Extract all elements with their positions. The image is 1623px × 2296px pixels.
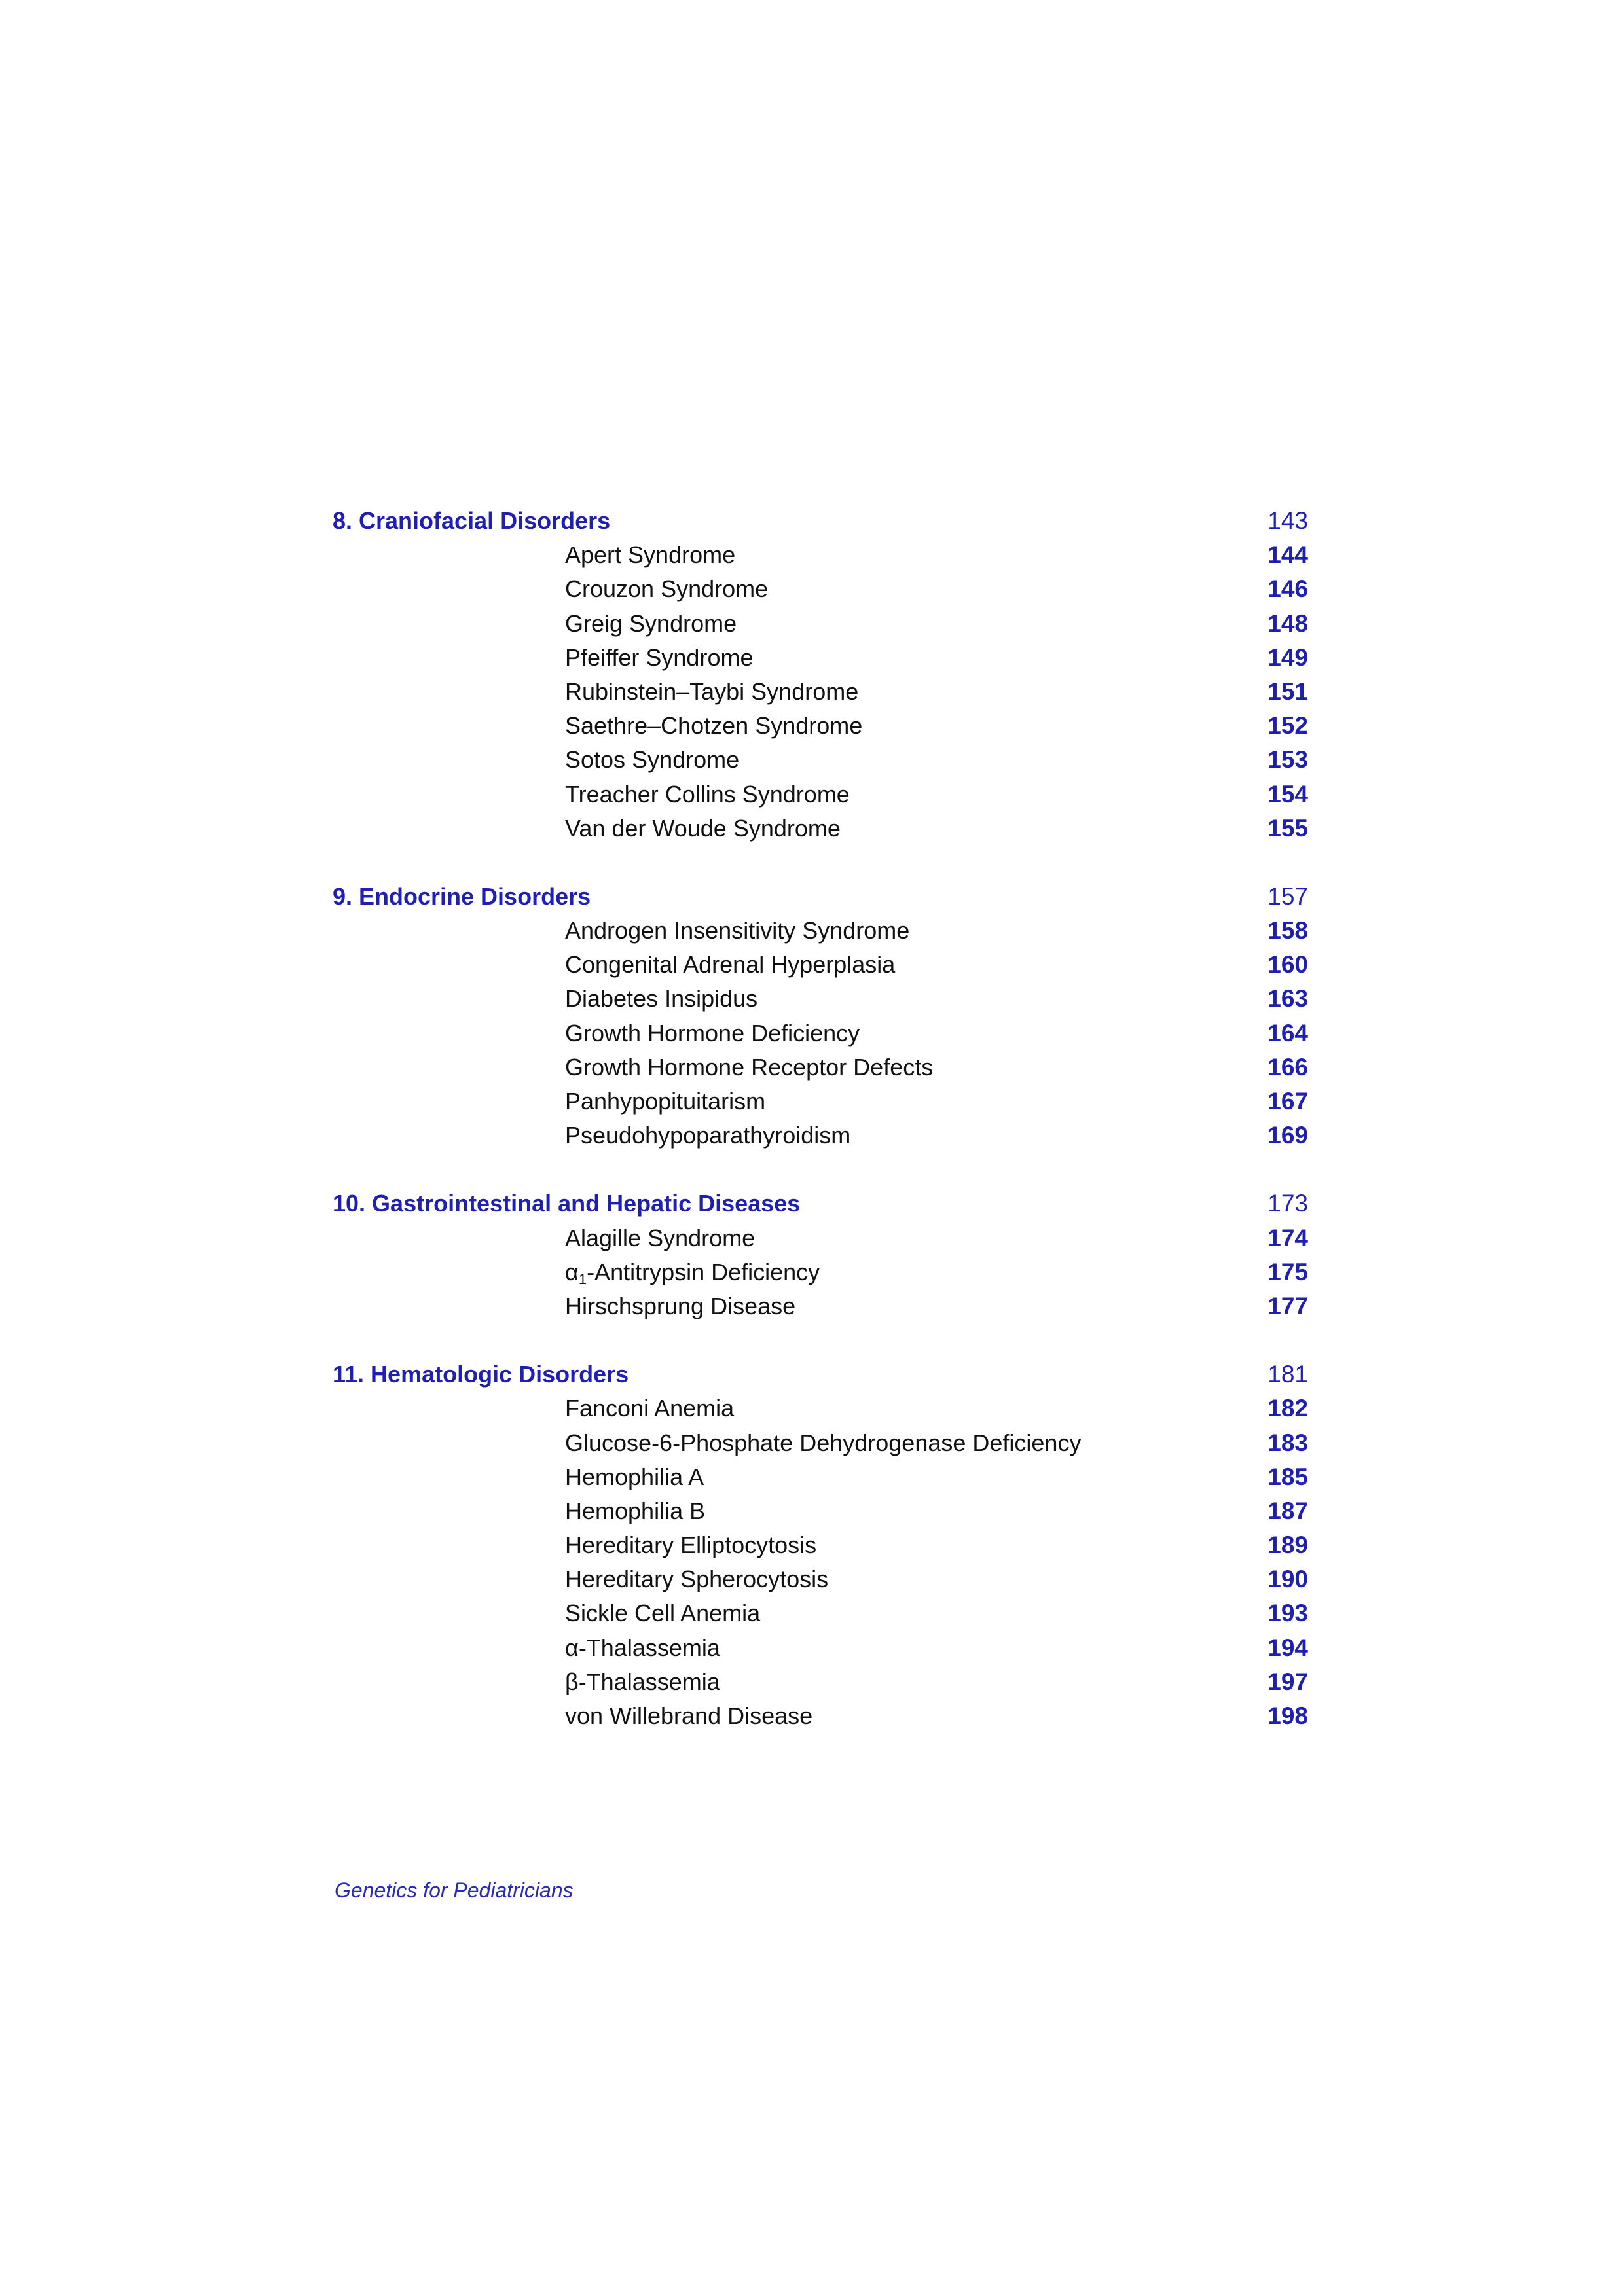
entry-page-number: 146 bbox=[1267, 575, 1308, 603]
chapter-section bbox=[333, 504, 1308, 846]
entry-page-number: 153 bbox=[1267, 746, 1308, 774]
chapter-section bbox=[333, 880, 1308, 1153]
entry-page-number: 185 bbox=[1267, 1463, 1308, 1490]
toc-entry[interactable] bbox=[333, 914, 1308, 948]
toc-entry[interactable] bbox=[333, 709, 1308, 743]
chapter-page-number: 181 bbox=[1267, 1361, 1308, 1388]
entry-page-number: 148 bbox=[1267, 609, 1308, 637]
entry-page-number: 167 bbox=[1267, 1088, 1308, 1115]
entry-title: Panhypopituitarism bbox=[565, 1088, 766, 1115]
chapter-heading-row[interactable] bbox=[333, 1357, 1308, 1391]
entry-title: Apert Syndrome bbox=[565, 541, 736, 569]
entry-page-number: 177 bbox=[1267, 1292, 1308, 1319]
toc-entry[interactable] bbox=[333, 1391, 1308, 1426]
entry-title: Glucose-6-Phosphate Dehydrogenase Deficiency bbox=[565, 1429, 1082, 1456]
entry-title-subscript: 1 bbox=[578, 1270, 587, 1287]
chapter-page-number: 143 bbox=[1267, 507, 1308, 534]
entry-title: Hemophilia A bbox=[565, 1463, 704, 1490]
entry-title: Fanconi Anemia bbox=[565, 1395, 735, 1422]
entry-title: Saethre–Chotzen Syndrome bbox=[565, 712, 863, 740]
toc-entry[interactable] bbox=[333, 1665, 1308, 1699]
toc-entry[interactable] bbox=[333, 1699, 1308, 1733]
entry-title: Treacher Collins Syndrome bbox=[565, 780, 850, 808]
entry-title: Rubinstein–Taybi Syndrome bbox=[565, 677, 859, 705]
toc-entry[interactable] bbox=[333, 948, 1308, 982]
entry-title: Hereditary Elliptocytosis bbox=[565, 1532, 817, 1559]
entry-page-number: 154 bbox=[1267, 780, 1308, 808]
entry-title: Diabetes Insipidus bbox=[565, 985, 758, 1013]
toc-entry[interactable] bbox=[333, 982, 1308, 1016]
toc-entry[interactable] bbox=[333, 1562, 1308, 1596]
entry-title-suffix: -Antitrypsin Deficiency bbox=[587, 1258, 820, 1285]
entry-page-number: 182 bbox=[1267, 1395, 1308, 1422]
entry-title: Hirschsprung Disease bbox=[565, 1292, 796, 1319]
entry-page-number: 174 bbox=[1267, 1224, 1308, 1251]
entry-page-number: 187 bbox=[1267, 1497, 1308, 1524]
entry-title: Growth Hormone Deficiency bbox=[565, 1019, 860, 1047]
entry-title: Greig Syndrome bbox=[565, 609, 737, 637]
entry-page-number: 166 bbox=[1267, 1053, 1308, 1081]
entry-title: α-Thalassemia bbox=[565, 1634, 720, 1661]
toc-entry[interactable] bbox=[333, 1016, 1308, 1050]
toc-entry[interactable] bbox=[333, 1221, 1308, 1255]
toc-entry[interactable] bbox=[333, 607, 1308, 641]
entry-page-number: 144 bbox=[1267, 541, 1308, 569]
toc-entry[interactable] bbox=[333, 572, 1308, 606]
toc-entry[interactable] bbox=[333, 1255, 1308, 1289]
entry-page-number: 164 bbox=[1267, 1019, 1308, 1047]
toc-entry[interactable] bbox=[333, 1289, 1308, 1323]
toc-entry[interactable] bbox=[333, 1460, 1308, 1494]
entry-title: Crouzon Syndrome bbox=[565, 575, 769, 603]
entry-page-number: 194 bbox=[1267, 1634, 1308, 1661]
entry-page-number: 149 bbox=[1267, 643, 1308, 671]
entry-page-number: 151 bbox=[1267, 677, 1308, 705]
entry-page-number: 183 bbox=[1267, 1429, 1308, 1456]
entry-page-number: 175 bbox=[1267, 1258, 1308, 1285]
toc-entry[interactable] bbox=[333, 1050, 1308, 1085]
chapter-heading-row[interactable] bbox=[333, 880, 1308, 914]
entry-title: Van der Woude Syndrome bbox=[565, 814, 841, 842]
toc-entry[interactable] bbox=[333, 1596, 1308, 1630]
entry-title: Congenital Adrenal Hyperplasia bbox=[565, 951, 896, 978]
chapter-heading-row[interactable] bbox=[333, 1187, 1308, 1221]
entry-page-number: 190 bbox=[1267, 1566, 1308, 1593]
entry-title: Sickle Cell Anemia bbox=[565, 1600, 761, 1627]
entry-page-number: 198 bbox=[1267, 1702, 1308, 1729]
toc-entry[interactable] bbox=[333, 1494, 1308, 1528]
chapter-title: 9. Endocrine Disorders bbox=[333, 882, 591, 910]
toc-entry[interactable] bbox=[333, 778, 1308, 812]
chapter-heading-row[interactable] bbox=[333, 504, 1308, 538]
entry-page-number: 152 bbox=[1267, 712, 1308, 740]
chapter-title: 8. Craniofacial Disorders bbox=[333, 507, 611, 534]
entry-page-number: 163 bbox=[1267, 985, 1308, 1013]
entry-title: Hereditary Spherocytosis bbox=[565, 1566, 829, 1593]
toc-entry[interactable] bbox=[333, 1528, 1308, 1562]
toc-entry[interactable] bbox=[333, 538, 1308, 572]
toc-entry[interactable] bbox=[333, 1426, 1308, 1460]
running-footer: Genetics for Pediatricians bbox=[335, 1878, 574, 1902]
chapter-page-number: 173 bbox=[1267, 1190, 1308, 1217]
toc-entry[interactable] bbox=[333, 1631, 1308, 1665]
entry-title: Pseudohypoparathyroidism bbox=[565, 1122, 851, 1149]
entry-page-number: 158 bbox=[1267, 917, 1308, 944]
chapter-section bbox=[333, 1357, 1308, 1733]
toc-entry[interactable] bbox=[333, 743, 1308, 777]
entry-title: von Willebrand Disease bbox=[565, 1702, 813, 1729]
chapter-section bbox=[333, 1187, 1308, 1323]
chapter-title: 11. Hematologic Disorders bbox=[333, 1361, 629, 1388]
toc-entry[interactable] bbox=[333, 1119, 1308, 1153]
entry-title: Alagille Syndrome bbox=[565, 1224, 756, 1251]
entry-title: Androgen Insensitivity Syndrome bbox=[565, 917, 910, 944]
toc-entry[interactable] bbox=[333, 812, 1308, 846]
entry-title-prefix: α bbox=[565, 1258, 579, 1285]
entry-page-number: 189 bbox=[1267, 1532, 1308, 1559]
entry-title: β-Thalassemia bbox=[565, 1668, 720, 1695]
entry-page-number: 160 bbox=[1267, 951, 1308, 978]
entry-page-number: 169 bbox=[1267, 1122, 1308, 1149]
toc-entry[interactable] bbox=[333, 1085, 1308, 1119]
entry-title: Pfeiffer Syndrome bbox=[565, 643, 754, 671]
entry-page-number: 197 bbox=[1267, 1668, 1308, 1695]
chapter-title: 10. Gastrointestinal and Hepatic Diseases bbox=[333, 1190, 801, 1217]
toc-entry[interactable] bbox=[333, 675, 1308, 709]
entry-title: Sotos Syndrome bbox=[565, 746, 740, 774]
entry-title: Growth Hormone Receptor Defects bbox=[565, 1053, 934, 1081]
chapter-page-number: 157 bbox=[1267, 882, 1308, 910]
entry-page-number: 193 bbox=[1267, 1600, 1308, 1627]
table-of-contents bbox=[333, 504, 1308, 1767]
entry-title: Hemophilia B bbox=[565, 1497, 706, 1524]
toc-entry[interactable] bbox=[333, 641, 1308, 675]
entry-page-number: 155 bbox=[1267, 814, 1308, 842]
